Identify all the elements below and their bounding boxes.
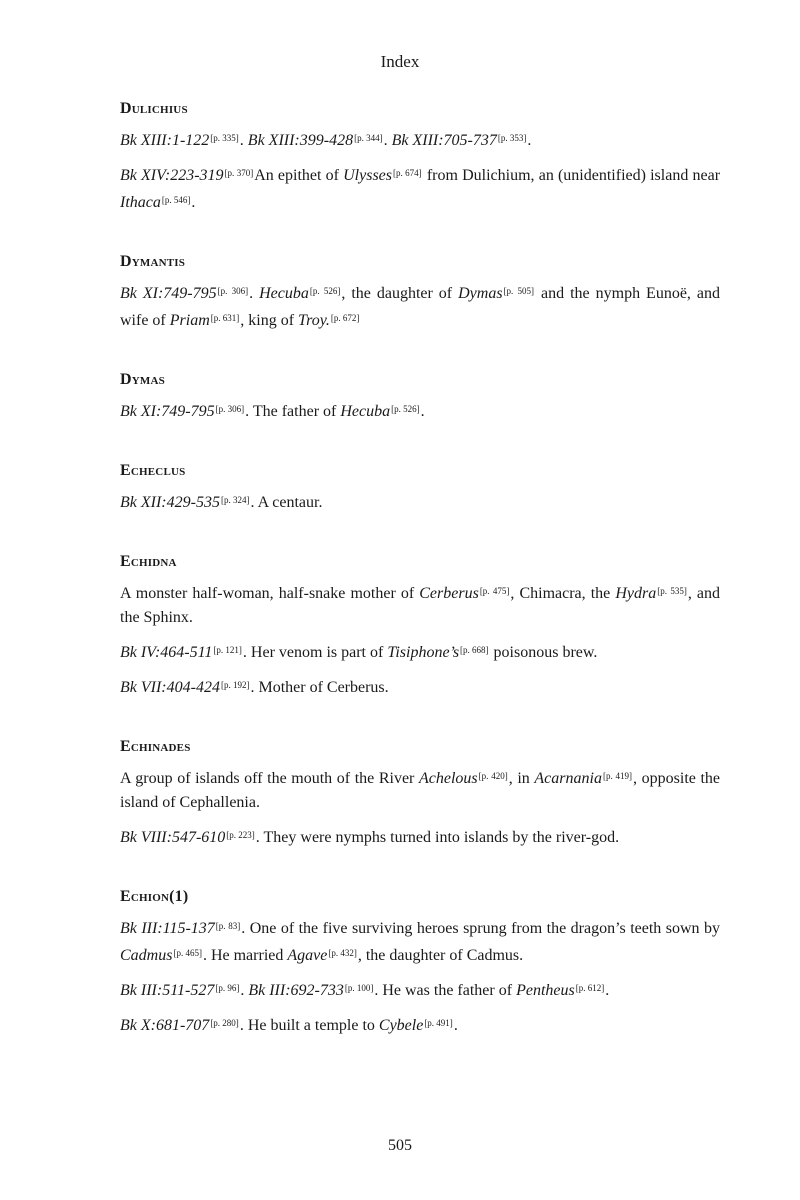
- entry-paragraph: [120, 764, 720, 815]
- entry-paragraph: [120, 126, 720, 153]
- entry-text: . Mother of Cerberus.: [250, 679, 389, 696]
- entry-text: from Dulichium, an (unidentified) island near: [422, 167, 721, 184]
- entry-heading: Dymantis: [120, 253, 186, 270]
- cross-reference-link[interactable]: Ithaca: [120, 194, 161, 211]
- page-reference-link[interactable]: [p. 370]: [224, 168, 254, 178]
- page-reference-link[interactable]: [p. 631]: [210, 313, 240, 323]
- entry-text: . They were nymphs turned into islands by the river-god.: [255, 829, 620, 846]
- page-reference-link[interactable]: [p. 83]: [215, 921, 241, 931]
- page-reference-link[interactable]: [p. 475]: [479, 586, 510, 596]
- entry-paragraph: [120, 161, 720, 215]
- index-content: [120, 100, 720, 1076]
- entry-text: A group of islands off the mouth of the River: [120, 770, 419, 787]
- entry-heading: Echion(1): [120, 888, 189, 905]
- page-reference-link[interactable]: [p. 223]: [226, 830, 255, 840]
- cross-reference-link[interactable]: Bk XIII:1-122: [120, 132, 210, 149]
- page-reference-link[interactable]: [p. 546]: [161, 195, 191, 205]
- page-reference-link[interactable]: [p. 306]: [217, 286, 249, 296]
- entry-text: , the daughter of: [341, 285, 459, 302]
- page-number: 505: [388, 1137, 412, 1154]
- page-reference-link[interactable]: [p. 324]: [220, 495, 250, 505]
- page-reference-link[interactable]: [p. 465]: [173, 948, 202, 958]
- cross-reference-link[interactable]: Cybele: [378, 1017, 424, 1034]
- page-reference-link[interactable]: [p. 280]: [210, 1018, 239, 1028]
- entry-paragraph: [120, 579, 720, 630]
- cross-reference-link[interactable]: Bk IV:464-511: [120, 644, 213, 661]
- index-entry: [120, 253, 720, 333]
- cross-reference-link[interactable]: Tisiphone’s: [387, 644, 460, 661]
- running-header: Index: [380, 52, 420, 71]
- index-entry: [120, 738, 720, 850]
- entry-text: .: [249, 285, 260, 302]
- page-reference-link[interactable]: [p. 353]: [497, 133, 527, 143]
- page-reference-link[interactable]: [p. 121]: [213, 645, 242, 655]
- page-reference-link[interactable]: [p. 306]: [215, 404, 245, 414]
- cross-reference-link[interactable]: Ulysses: [343, 167, 393, 184]
- entry-text: .: [383, 132, 392, 149]
- page-reference-link[interactable]: [p. 432]: [328, 948, 357, 958]
- page-reference-link[interactable]: [p. 668]: [460, 645, 489, 655]
- entry-text: .: [191, 194, 196, 211]
- entry-heading: Echeclus: [120, 462, 186, 479]
- page-reference-link[interactable]: [p. 100]: [344, 983, 374, 993]
- entry-heading: Dulichius: [120, 100, 188, 117]
- entry-paragraph: [120, 638, 720, 665]
- entry-text: A monster half-woman, half-snake mother of: [120, 585, 420, 602]
- page-reference-link[interactable]: [p. 192]: [220, 680, 250, 690]
- entry-text: .: [453, 1017, 458, 1034]
- cross-reference-link[interactable]: Bk XIII:399-428: [247, 132, 354, 149]
- cross-reference-link[interactable]: Agave: [287, 947, 328, 964]
- cross-reference-link[interactable]: Hecuba: [340, 403, 391, 420]
- index-entry: [120, 100, 720, 215]
- cross-reference-link[interactable]: Bk XII:429-535: [120, 494, 220, 511]
- entry-heading: Dymas: [120, 371, 165, 388]
- entry-text: . He married: [202, 947, 288, 964]
- entry-text: , king of: [240, 312, 299, 329]
- cross-reference-link[interactable]: Bk III:115-137: [120, 920, 215, 937]
- entry-text: , opposite the island of Cephallenia.: [120, 770, 721, 811]
- page-reference-link[interactable]: [p. 491]: [424, 1018, 453, 1028]
- index-entry: [120, 888, 720, 1038]
- entry-text: . He built a temple to: [239, 1017, 379, 1034]
- cross-reference-link[interactable]: Dymas: [458, 285, 503, 302]
- entry-paragraph: [120, 1011, 720, 1038]
- cross-reference-link[interactable]: Cadmus: [120, 947, 173, 964]
- entry-text: An epithet of: [254, 167, 344, 184]
- cross-reference-link[interactable]: Bk XIV:223-319: [120, 167, 224, 184]
- page-reference-link[interactable]: [p. 344]: [354, 133, 383, 143]
- cross-reference-link[interactable]: Achelous: [419, 770, 478, 787]
- cross-reference-link[interactable]: Hydra: [615, 585, 657, 602]
- cross-reference-link[interactable]: Cerberus: [419, 585, 479, 602]
- cross-reference-link[interactable]: Bk XI:749-795: [120, 403, 215, 420]
- cross-reference-link[interactable]: Bk XIII:705-737: [391, 132, 497, 149]
- page-reference-link[interactable]: [p. 419]: [602, 771, 633, 781]
- index-entry: [120, 462, 720, 515]
- cross-reference-link[interactable]: Bk VII:404-424: [120, 679, 220, 696]
- entry-text: . The father of: [245, 403, 341, 420]
- entry-text: poisonous brew.: [489, 644, 598, 661]
- page-reference-link[interactable]: [p. 674]: [393, 168, 422, 178]
- entry-paragraph: [120, 823, 720, 850]
- cross-reference-link[interactable]: Pentheus: [516, 982, 575, 999]
- entry-text: . One of the five surviving heroes sprung from the dragon’s teeth sown by: [241, 920, 720, 937]
- entry-text: , in: [508, 770, 535, 787]
- page-reference-link[interactable]: [p. 505]: [503, 286, 535, 296]
- entry-text: , Chimacra, the: [510, 585, 616, 602]
- entry-paragraph: [120, 488, 720, 515]
- entry-text: .: [605, 982, 610, 999]
- page-reference-link[interactable]: [p. 535]: [657, 586, 687, 596]
- cross-reference-link[interactable]: Priam: [169, 312, 210, 329]
- entry-text: .: [239, 132, 248, 149]
- index-entry: [120, 553, 720, 700]
- page-reference-link[interactable]: [p. 96]: [215, 983, 240, 993]
- cross-reference-link[interactable]: Bk III:692-733: [248, 982, 344, 999]
- cross-reference-link[interactable]: Bk XI:749-795: [120, 285, 217, 302]
- entry-text: , the daughter of Cadmus.: [357, 947, 524, 964]
- entry-text: . He was the father of: [374, 982, 517, 999]
- cross-reference-link[interactable]: Bk III:511-527: [120, 982, 215, 999]
- index-entry: [120, 371, 720, 424]
- entry-paragraph: [120, 279, 720, 333]
- entry-text: .: [420, 403, 425, 420]
- page-reference-link[interactable]: [p. 526]: [391, 404, 420, 414]
- cross-reference-link[interactable]: Bk VIII:547-610: [120, 829, 226, 846]
- entry-text: and the nymph Eunoë, and wife of: [120, 285, 721, 329]
- entry-paragraph: [120, 914, 720, 968]
- entry-paragraph: [120, 673, 720, 700]
- page-reference-link[interactable]: [p. 672]: [330, 313, 360, 323]
- entry-heading: Echidna: [120, 553, 177, 570]
- page-reference-link[interactable]: [p. 335]: [210, 133, 239, 143]
- page-reference-link[interactable]: [p. 612]: [575, 983, 605, 993]
- page-reference-link[interactable]: [p. 526]: [309, 286, 341, 296]
- page-reference-link[interactable]: [p. 420]: [478, 771, 508, 781]
- entry-text: .: [527, 132, 532, 149]
- entry-text: . A centaur.: [250, 494, 323, 511]
- cross-reference-link[interactable]: Bk X:681-707: [120, 1017, 210, 1034]
- entry-text: , and the Sphinx.: [120, 585, 721, 626]
- entry-paragraph: [120, 397, 720, 424]
- entry-text: .: [240, 982, 249, 999]
- entry-text: . Her venom is part of: [242, 644, 388, 661]
- cross-reference-link[interactable]: Troy.: [298, 312, 330, 329]
- cross-reference-link[interactable]: Acarnania: [534, 770, 602, 787]
- entry-paragraph: [120, 976, 720, 1003]
- cross-reference-link[interactable]: Hecuba: [259, 285, 309, 302]
- entry-heading: Echinades: [120, 738, 191, 755]
